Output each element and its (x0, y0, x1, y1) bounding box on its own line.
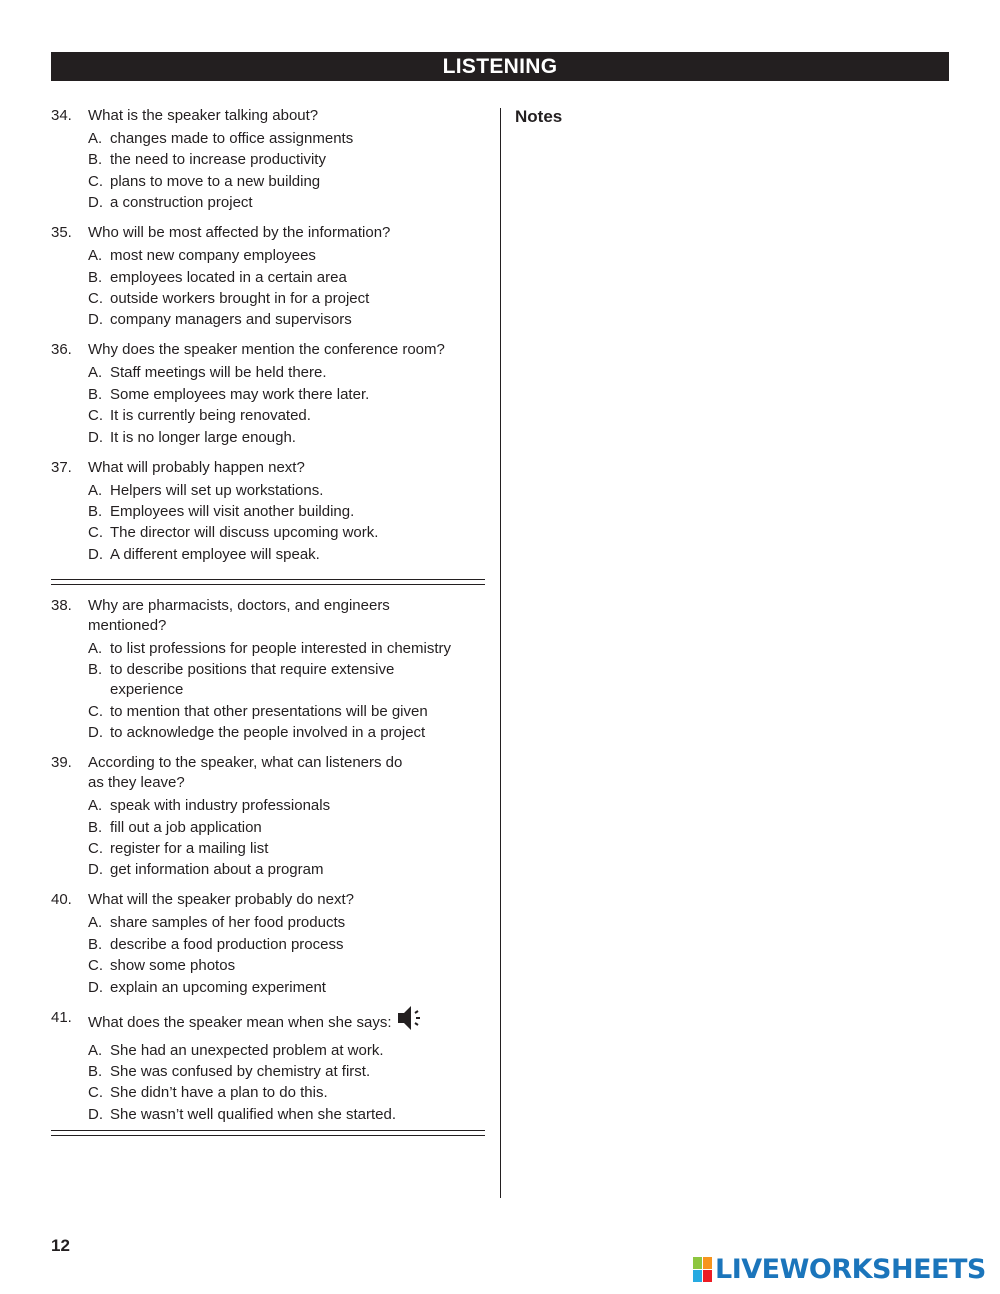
question-number: 39. (51, 754, 72, 772)
option-text: to acknowledge the people involved in a project (110, 724, 426, 742)
option-letter: C. (88, 172, 103, 190)
option-text: She didn’t have a plan to do this. (110, 1084, 328, 1102)
option-letter: C. (88, 702, 103, 720)
option-letter: B. (88, 151, 103, 169)
answer-option[interactable] (51, 363, 487, 383)
question-41 (51, 1008, 487, 1125)
option-text: Helpers will set up workstations. (110, 481, 324, 499)
logo-mark-icon (693, 1257, 712, 1282)
option-text: company managers and supervisors (110, 311, 352, 329)
option-text: explain an upcoming experiment (110, 978, 326, 996)
option-text: describe a food production process (110, 935, 344, 953)
option-letter: B. (88, 818, 103, 836)
question-text: What will probably happen next? (88, 458, 305, 476)
answer-option[interactable] (51, 913, 487, 933)
option-letter: B. (88, 661, 103, 679)
option-letter: D. (88, 428, 103, 446)
answer-option[interactable] (51, 289, 487, 309)
option-letter: D. (88, 545, 103, 563)
option-text: A different employee will speak. (110, 545, 320, 563)
notes-title: Notes (515, 107, 563, 126)
liveworksheets-logo (693, 1254, 986, 1285)
option-text: employees located in a certain area (110, 268, 347, 286)
speaker-audio-icon[interactable] (396, 1004, 422, 1038)
answer-option[interactable] (51, 523, 487, 543)
question-text: Who will be most affected by the information? (88, 224, 391, 242)
answer-option[interactable] (51, 481, 487, 501)
question-text: According to the speaker, what can listeners do as they leave? (88, 754, 403, 792)
answer-option[interactable] (51, 545, 487, 565)
question-number: 36. (51, 341, 72, 359)
answer-option[interactable] (51, 406, 487, 426)
section-header: LISTENING (51, 52, 949, 81)
answer-option[interactable] (51, 702, 487, 722)
option-letter: A. (88, 130, 103, 147)
answer-option[interactable] (51, 1105, 487, 1125)
option-text: Some employees may work there later. (110, 385, 370, 403)
option-text: It is no longer large enough. (110, 428, 296, 446)
option-letter: B. (88, 502, 103, 520)
option-text: She was confused by chemistry at first. (110, 1062, 371, 1080)
answer-option[interactable] (51, 1062, 487, 1082)
question-number: 41. (51, 1008, 72, 1026)
option-text: register for a mailing list (110, 839, 269, 857)
option-letter: D. (88, 861, 103, 879)
question-text: What will the speaker probably do next? (88, 891, 354, 909)
option-letter: A. (88, 481, 103, 499)
question-36 (51, 340, 487, 447)
questions-column (51, 106, 487, 581)
option-text: She wasn’t well qualified when she started. (110, 1105, 396, 1123)
option-text: Staff meetings will be held there. (110, 364, 327, 382)
question-34 (51, 106, 487, 213)
option-text: to mention that other presentations will be given (110, 702, 428, 720)
option-text: The director will discuss upcoming work. (110, 524, 379, 542)
question-35 (51, 223, 487, 330)
option-text: the need to increase productivity (110, 151, 326, 169)
brand-name: LIVEWORKSHEETS (715, 1254, 986, 1285)
option-letter: A. (88, 640, 103, 657)
option-letter: C. (88, 1084, 103, 1102)
question-39 (51, 753, 487, 880)
option-text: get information about a program (110, 861, 324, 879)
answer-option[interactable] (51, 839, 487, 859)
answer-option[interactable] (51, 660, 487, 700)
answer-option[interactable] (51, 978, 487, 998)
answer-option[interactable] (51, 268, 487, 288)
answer-option[interactable] (51, 502, 487, 522)
answer-option[interactable] (51, 129, 487, 149)
question-37 (51, 458, 487, 565)
answer-option[interactable] (51, 246, 487, 266)
answer-option[interactable] (51, 796, 487, 816)
option-letter: D. (88, 194, 103, 212)
option-letter: A. (88, 247, 103, 265)
option-letter: A. (88, 797, 103, 815)
option-letter: B. (88, 268, 103, 286)
option-letter: D. (88, 724, 103, 742)
question-text: Why are pharmacists, doctors, and engineers mentioned? (88, 597, 390, 634)
option-letter: A. (88, 364, 103, 382)
column-divider (500, 108, 501, 1198)
question-number: 34. (51, 107, 72, 124)
question-text: What is the speaker talking about? (88, 107, 319, 124)
option-letter: C. (88, 839, 103, 857)
option-text: a construction project (110, 194, 253, 212)
question-number: 38. (51, 597, 72, 614)
answer-option[interactable] (51, 193, 487, 213)
option-text: most new company employees (110, 247, 316, 265)
option-text: Employees will visit another building. (110, 502, 355, 520)
option-letter: A. (88, 1041, 103, 1059)
answer-option[interactable] (51, 310, 487, 330)
questions-column-lower (51, 596, 487, 1135)
question-38 (51, 596, 487, 743)
answer-option[interactable] (51, 172, 487, 192)
option-text: show some photos (110, 957, 236, 975)
option-letter: C. (88, 289, 103, 307)
option-letter: C. (88, 407, 103, 425)
option-letter: B. (88, 935, 103, 953)
answer-option[interactable] (51, 428, 487, 448)
option-text: share samples of her food products (110, 914, 346, 932)
option-text: to list professions for people interested in chemistry (110, 640, 451, 657)
question-number: 40. (51, 891, 72, 909)
section-divider (51, 579, 485, 585)
option-text: speak with industry professionals (110, 797, 331, 815)
option-text: to describe positions that require extensive experience (110, 661, 395, 699)
option-letter: A. (88, 914, 103, 932)
answer-option[interactable] (51, 1041, 487, 1061)
option-text: She had an unexpected problem at work. (110, 1041, 384, 1059)
option-letter: C. (88, 524, 103, 542)
option-letter: D. (88, 311, 103, 329)
answer-option[interactable] (51, 1083, 487, 1103)
answer-option[interactable] (51, 956, 487, 976)
question-number: 37. (51, 458, 72, 476)
option-text: fill out a job application (110, 818, 262, 836)
option-letter: D. (88, 1105, 103, 1123)
option-letter: B. (88, 1062, 103, 1080)
question-number: 35. (51, 224, 72, 242)
option-text: It is currently being renovated. (110, 407, 311, 425)
answer-option[interactable] (51, 860, 487, 880)
answer-option[interactable] (51, 935, 487, 955)
question-text: Why does the speaker mention the conference room? (88, 341, 445, 359)
answer-option[interactable] (51, 818, 487, 838)
option-text: outside workers brought in for a project (110, 289, 370, 307)
page-number: 12 (51, 1236, 70, 1255)
question-text: What does the speaker mean when she says: (88, 1013, 392, 1031)
answer-option[interactable] (51, 385, 487, 405)
answer-option[interactable] (51, 150, 487, 170)
option-letter: D. (88, 978, 103, 996)
option-text: changes made to office assignments (110, 130, 354, 147)
option-letter: C. (88, 957, 103, 975)
question-40 (51, 890, 487, 997)
answer-option[interactable] (51, 723, 487, 743)
answer-option[interactable] (51, 639, 487, 659)
section-divider (51, 1130, 485, 1136)
option-letter: B. (88, 385, 103, 403)
option-text: plans to move to a new building (110, 172, 321, 190)
